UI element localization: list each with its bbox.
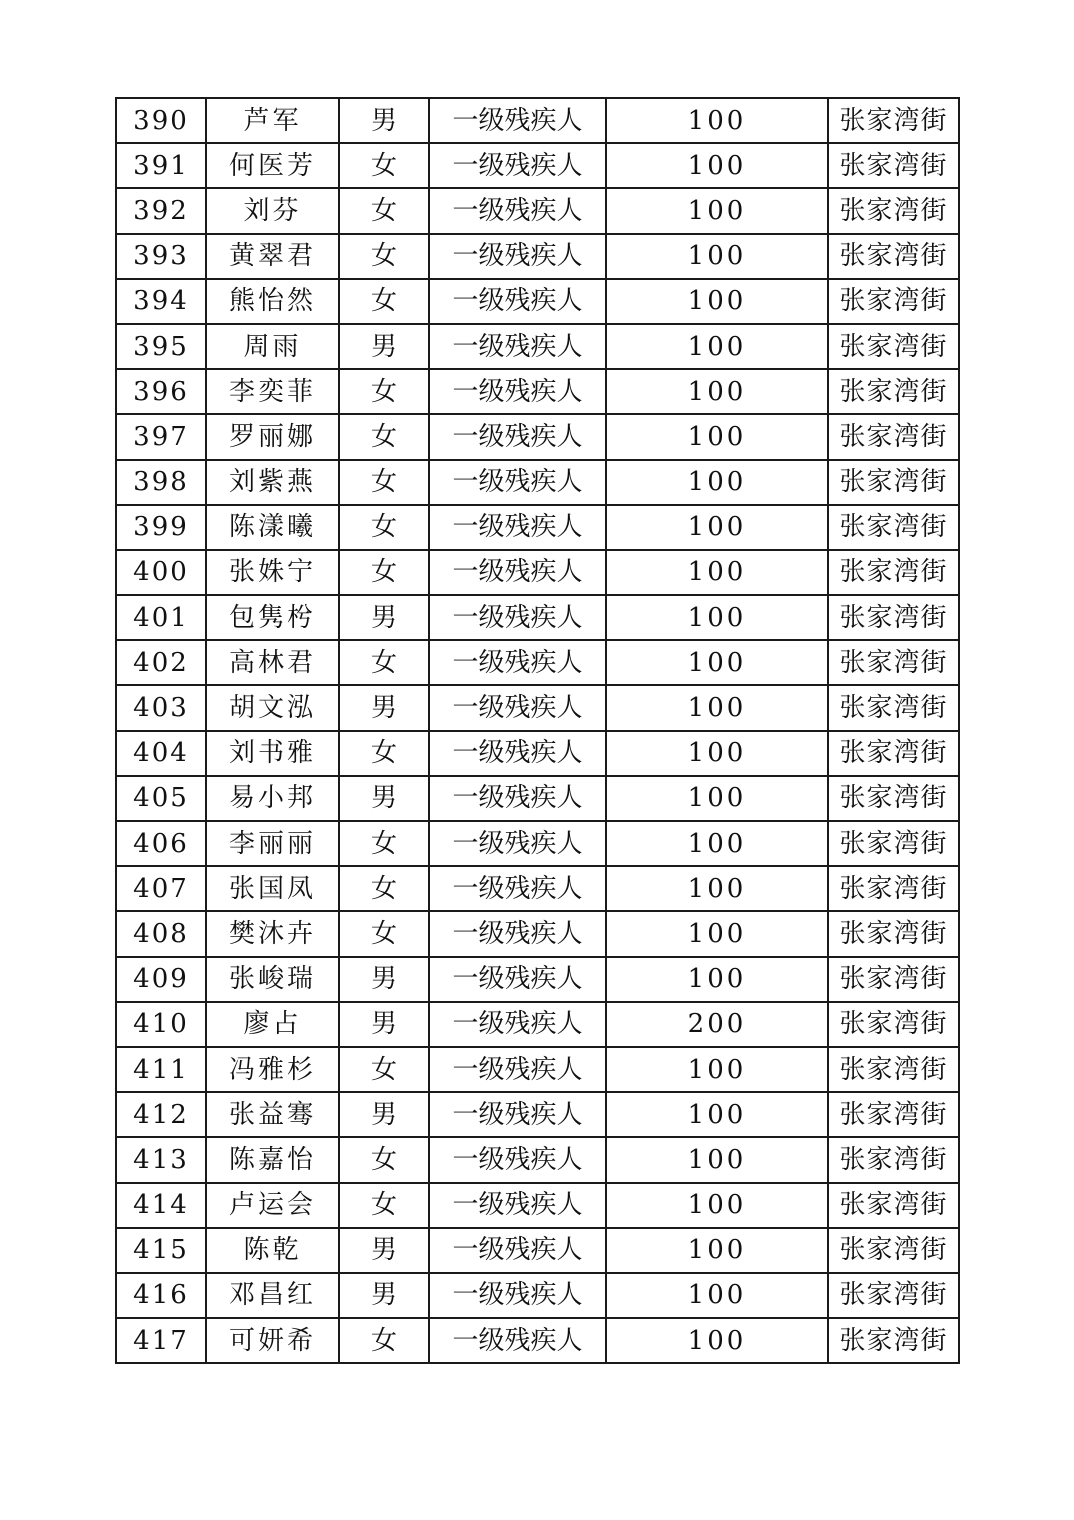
person-name: 陈嘉怡 [206, 1137, 339, 1182]
subsidy-amount: 100 [606, 550, 828, 595]
row-number: 401 [116, 595, 206, 640]
street-name: 张家湾街 [828, 957, 959, 1002]
gender: 女 [339, 1047, 429, 1092]
street-name: 张家湾街 [828, 324, 959, 369]
row-number: 417 [116, 1318, 206, 1363]
gender: 女 [339, 188, 429, 233]
gender: 男 [339, 1002, 429, 1047]
gender: 女 [339, 640, 429, 685]
row-number: 393 [116, 234, 206, 279]
row-number: 390 [116, 98, 206, 143]
subsidy-amount: 100 [606, 821, 828, 866]
row-number: 399 [116, 505, 206, 550]
subsidy-amount: 100 [606, 279, 828, 324]
gender: 男 [339, 595, 429, 640]
subsidy-amount: 200 [606, 1002, 828, 1047]
disability-category: 一级残疾人 [429, 1047, 606, 1092]
street-name: 张家湾街 [828, 1137, 959, 1182]
subsidy-amount: 100 [606, 866, 828, 911]
table-row [116, 414, 959, 459]
row-number: 416 [116, 1273, 206, 1318]
gender: 女 [339, 414, 429, 459]
row-number: 402 [116, 640, 206, 685]
person-name: 何医芳 [206, 143, 339, 188]
street-name: 张家湾街 [828, 1002, 959, 1047]
disability-category: 一级残疾人 [429, 595, 606, 640]
street-name: 张家湾街 [828, 98, 959, 143]
person-name: 张姝宁 [206, 550, 339, 595]
gender: 女 [339, 505, 429, 550]
street-name: 张家湾街 [828, 1047, 959, 1092]
table-row [116, 279, 959, 324]
table-row [116, 1002, 959, 1047]
disability-category: 一级残疾人 [429, 821, 606, 866]
disability-category: 一级残疾人 [429, 1318, 606, 1363]
disability-category: 一级残疾人 [429, 685, 606, 730]
street-name: 张家湾街 [828, 279, 959, 324]
row-number: 407 [116, 866, 206, 911]
person-name: 熊怡然 [206, 279, 339, 324]
beneficiary-table [115, 97, 960, 1364]
row-number: 395 [116, 324, 206, 369]
person-name: 芦军 [206, 98, 339, 143]
gender: 男 [339, 685, 429, 730]
street-name: 张家湾街 [828, 1092, 959, 1137]
table-row [116, 550, 959, 595]
gender: 女 [339, 234, 429, 279]
row-number: 398 [116, 460, 206, 505]
person-name: 张益骞 [206, 1092, 339, 1137]
person-name: 李奕菲 [206, 369, 339, 414]
row-number: 396 [116, 369, 206, 414]
street-name: 张家湾街 [828, 776, 959, 821]
disability-category: 一级残疾人 [429, 866, 606, 911]
subsidy-amount: 100 [606, 1183, 828, 1228]
table-row [116, 234, 959, 279]
row-number: 400 [116, 550, 206, 595]
table-row [116, 324, 959, 369]
row-number: 392 [116, 188, 206, 233]
table-row [116, 505, 959, 550]
street-name: 张家湾街 [828, 911, 959, 956]
gender: 男 [339, 1092, 429, 1137]
subsidy-amount: 100 [606, 369, 828, 414]
subsidy-amount: 100 [606, 234, 828, 279]
disability-category: 一级残疾人 [429, 1273, 606, 1318]
gender: 女 [339, 279, 429, 324]
subsidy-amount: 100 [606, 957, 828, 1002]
street-name: 张家湾街 [828, 1183, 959, 1228]
person-name: 张国凤 [206, 866, 339, 911]
subsidy-amount: 100 [606, 731, 828, 776]
disability-category: 一级残疾人 [429, 505, 606, 550]
person-name: 樊沐卉 [206, 911, 339, 956]
subsidy-amount: 100 [606, 324, 828, 369]
subsidy-amount: 100 [606, 1273, 828, 1318]
street-name: 张家湾街 [828, 143, 959, 188]
table-row [116, 1273, 959, 1318]
street-name: 张家湾街 [828, 460, 959, 505]
row-number: 403 [116, 685, 206, 730]
disability-category: 一级残疾人 [429, 98, 606, 143]
disability-category: 一级残疾人 [429, 369, 606, 414]
disability-category: 一级残疾人 [429, 460, 606, 505]
subsidy-amount: 100 [606, 685, 828, 730]
table-row [116, 1092, 959, 1137]
disability-category: 一级残疾人 [429, 188, 606, 233]
gender: 女 [339, 1183, 429, 1228]
disability-category: 一级残疾人 [429, 911, 606, 956]
disability-category: 一级残疾人 [429, 1228, 606, 1273]
table-row [116, 911, 959, 956]
gender: 女 [339, 866, 429, 911]
subsidy-amount: 100 [606, 98, 828, 143]
gender: 男 [339, 1273, 429, 1318]
row-number: 410 [116, 1002, 206, 1047]
table-row [116, 685, 959, 730]
subsidy-amount: 100 [606, 640, 828, 685]
table-row [116, 957, 959, 1002]
table-row [116, 640, 959, 685]
gender: 女 [339, 1137, 429, 1182]
person-name: 刘书雅 [206, 731, 339, 776]
table-row [116, 821, 959, 866]
disability-category: 一级残疾人 [429, 957, 606, 1002]
person-name: 张峻瑞 [206, 957, 339, 1002]
row-number: 414 [116, 1183, 206, 1228]
gender: 男 [339, 776, 429, 821]
gender: 女 [339, 143, 429, 188]
subsidy-amount: 100 [606, 911, 828, 956]
table-row [116, 1047, 959, 1092]
table-row [116, 731, 959, 776]
table-row [116, 460, 959, 505]
subsidy-amount: 100 [606, 414, 828, 459]
row-number: 408 [116, 911, 206, 956]
row-number: 394 [116, 279, 206, 324]
street-name: 张家湾街 [828, 731, 959, 776]
gender: 女 [339, 460, 429, 505]
person-name: 冯雅杉 [206, 1047, 339, 1092]
person-name: 黄翠君 [206, 234, 339, 279]
person-name: 罗丽娜 [206, 414, 339, 459]
street-name: 张家湾街 [828, 188, 959, 233]
person-name: 易小邦 [206, 776, 339, 821]
street-name: 张家湾街 [828, 369, 959, 414]
row-number: 409 [116, 957, 206, 1002]
gender: 男 [339, 98, 429, 143]
street-name: 张家湾街 [828, 550, 959, 595]
table-row [116, 1137, 959, 1182]
street-name: 张家湾街 [828, 505, 959, 550]
row-number: 406 [116, 821, 206, 866]
row-number: 415 [116, 1228, 206, 1273]
table-row [116, 1318, 959, 1363]
row-number: 404 [116, 731, 206, 776]
table-row [116, 776, 959, 821]
person-name: 包隽枍 [206, 595, 339, 640]
disability-category: 一级残疾人 [429, 234, 606, 279]
row-number: 413 [116, 1137, 206, 1182]
subsidy-amount: 100 [606, 1092, 828, 1137]
person-name: 刘紫燕 [206, 460, 339, 505]
disability-category: 一级残疾人 [429, 1183, 606, 1228]
table-body [116, 98, 959, 1363]
gender: 男 [339, 324, 429, 369]
subsidy-amount: 100 [606, 188, 828, 233]
table-row [116, 143, 959, 188]
person-name: 高林君 [206, 640, 339, 685]
disability-category: 一级残疾人 [429, 1137, 606, 1182]
gender: 男 [339, 957, 429, 1002]
person-name: 胡文泓 [206, 685, 339, 730]
table-row [116, 188, 959, 233]
subsidy-amount: 100 [606, 143, 828, 188]
disability-category: 一级残疾人 [429, 1092, 606, 1137]
disability-category: 一级残疾人 [429, 414, 606, 459]
street-name: 张家湾街 [828, 866, 959, 911]
disability-category: 一级残疾人 [429, 279, 606, 324]
gender: 女 [339, 821, 429, 866]
row-number: 412 [116, 1092, 206, 1137]
gender: 女 [339, 550, 429, 595]
person-name: 可妍希 [206, 1318, 339, 1363]
subsidy-amount: 100 [606, 1228, 828, 1273]
table-row [116, 1183, 959, 1228]
person-name: 陈漾曦 [206, 505, 339, 550]
gender: 女 [339, 1318, 429, 1363]
street-name: 张家湾街 [828, 595, 959, 640]
person-name: 刘芬 [206, 188, 339, 233]
gender: 女 [339, 911, 429, 956]
subsidy-amount: 100 [606, 776, 828, 821]
table-row [116, 369, 959, 414]
table-row [116, 1228, 959, 1273]
street-name: 张家湾街 [828, 1273, 959, 1318]
street-name: 张家湾街 [828, 234, 959, 279]
disability-category: 一级残疾人 [429, 731, 606, 776]
row-number: 405 [116, 776, 206, 821]
row-number: 397 [116, 414, 206, 459]
street-name: 张家湾街 [828, 821, 959, 866]
street-name: 张家湾街 [828, 1318, 959, 1363]
person-name: 卢运会 [206, 1183, 339, 1228]
disability-category: 一级残疾人 [429, 550, 606, 595]
table-row [116, 595, 959, 640]
row-number: 391 [116, 143, 206, 188]
table-row [116, 866, 959, 911]
person-name: 李丽丽 [206, 821, 339, 866]
disability-category: 一级残疾人 [429, 640, 606, 685]
street-name: 张家湾街 [828, 685, 959, 730]
street-name: 张家湾街 [828, 414, 959, 459]
subsidy-amount: 100 [606, 505, 828, 550]
table-row [116, 98, 959, 143]
gender: 男 [339, 1228, 429, 1273]
street-name: 张家湾街 [828, 640, 959, 685]
disability-category: 一级残疾人 [429, 1002, 606, 1047]
person-name: 周雨 [206, 324, 339, 369]
gender: 女 [339, 731, 429, 776]
disability-category: 一级残疾人 [429, 324, 606, 369]
person-name: 邓昌红 [206, 1273, 339, 1318]
person-name: 陈乾 [206, 1228, 339, 1273]
gender: 女 [339, 369, 429, 414]
subsidy-amount: 100 [606, 1318, 828, 1363]
subsidy-amount: 100 [606, 595, 828, 640]
disability-category: 一级残疾人 [429, 143, 606, 188]
disability-category: 一级残疾人 [429, 776, 606, 821]
person-name: 廖占 [206, 1002, 339, 1047]
row-number: 411 [116, 1047, 206, 1092]
subsidy-amount: 100 [606, 1137, 828, 1182]
subsidy-amount: 100 [606, 460, 828, 505]
street-name: 张家湾街 [828, 1228, 959, 1273]
subsidy-amount: 100 [606, 1047, 828, 1092]
